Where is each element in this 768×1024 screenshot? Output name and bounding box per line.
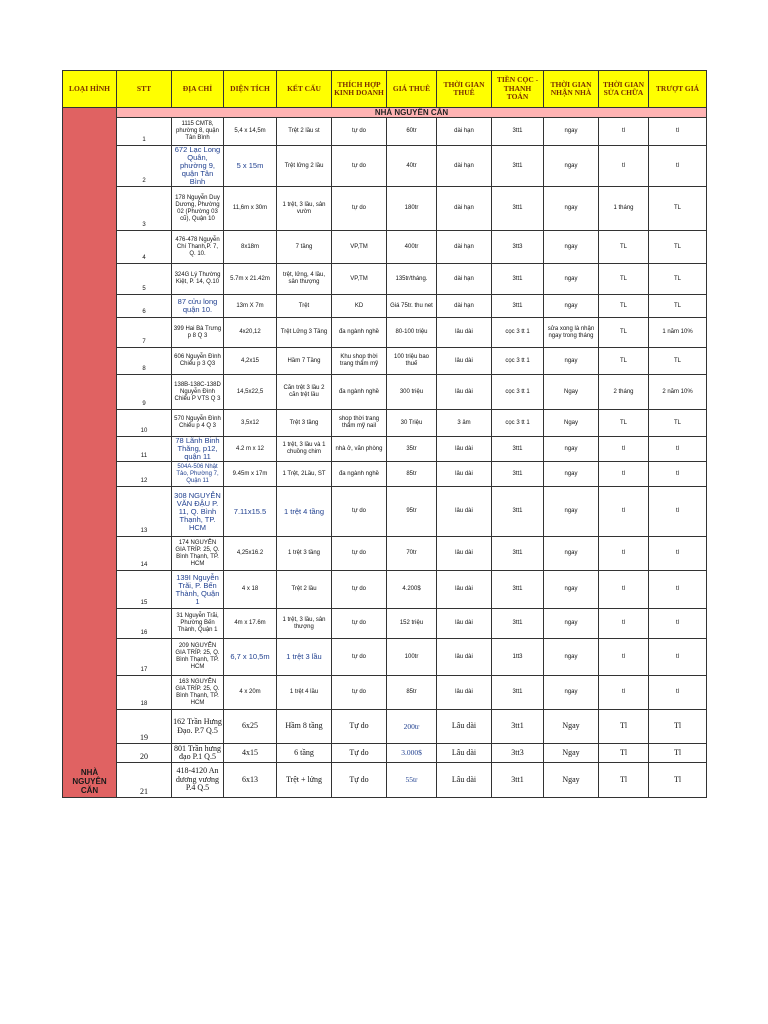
table-row [63,639,707,676]
row-rent: 35tr [387,437,437,462]
row-structure: 1 trệt, 3 lầu, sân thượng [277,609,332,639]
header-nhan-nha: THỜI GIAN NHẬN NHÀ [544,71,599,108]
row-lease-term: dài hạn [437,187,492,231]
row-repair-time: TL [599,295,649,318]
row-repair-time: Tl [599,710,649,744]
row-handover: ngay [544,437,599,462]
row-business-type: đa ngành nghề [332,375,387,410]
row-business-type: tự do [332,537,387,571]
row-area: 9.45m x 17m [224,462,277,487]
row-business-type: tự do [332,676,387,710]
row-lease-term: dài hạn [437,146,492,187]
row-lease-term: dài hạn [437,295,492,318]
section-title: NHÀ NGUYÊN CĂN [117,108,707,118]
row-handover: ngay [544,187,599,231]
row-address: 570 Nguyễn Đình Chiểu p 4 Q 3 [172,410,224,437]
row-lease-term: lâu dài [437,639,492,676]
row-structure: 1 trệt, 3 lầu, sân vườn [277,187,332,231]
row-stt: 3 [117,187,172,231]
row-handover: ngay [544,295,599,318]
row-deposit: 3tt1 [492,187,544,231]
row-address: 324G Lý Thường Kiệt, P. 14, Q.10 [172,264,224,295]
row-address: 504A-506 Nhật Tảo, Phường 7, Quận 11 [172,462,224,487]
row-business-type: Tự do [332,763,387,798]
row-business-type: tự do [332,146,387,187]
row-rent: Giá 75tr. thu net [387,295,437,318]
header-gia-thue: GIÁ THUÊ [387,71,437,108]
table-row [63,571,707,609]
row-stt: 11 [117,437,172,462]
row-price-increase: tl [649,639,707,676]
row-stt: 5 [117,264,172,295]
row-stt: 18 [117,676,172,710]
row-rent: 60tr [387,118,437,146]
row-structure: Trệt Lửng 3 Tầng [277,318,332,348]
rental-listing-table [62,70,707,798]
row-stt: 6 [117,295,172,318]
row-handover: ngay [544,639,599,676]
row-lease-term: lâu dài [437,462,492,487]
row-area: 8x18m [224,231,277,264]
row-area: 4x15 [224,744,277,763]
header-sua-chua: THỜI GIAN SỬA CHỮA [599,71,649,108]
row-area: 13m X 7m [224,295,277,318]
row-price-increase: TL [649,264,707,295]
row-deposit: cọc 3 tt 1 [492,318,544,348]
row-rent: 40tr [387,146,437,187]
row-handover: ngay [544,609,599,639]
row-stt: 14 [117,537,172,571]
row-structure: Hầm 7 Tầng [277,348,332,375]
row-price-increase: tl [649,487,707,537]
row-stt: 4 [117,231,172,264]
row-business-type: Tự do [332,744,387,763]
row-address: 174 NGUYỄN GIA TRÍP. 25, Q. Bình Thạnh, TP. HCM [172,537,224,571]
row-deposit: 3tt1 [492,763,544,798]
row-business-type: tự do [332,187,387,231]
row-rent: 85tr [387,462,437,487]
header-tien-coc: TIỀN CỌC - THANH TOÁN [492,71,544,108]
row-rent: 100 triệu bao thuế [387,348,437,375]
row-structure: Trệt 2 lầu st [277,118,332,146]
row-address: 139I Nguyễn Trãi, P. Bến Thành, Quận 1 [172,571,224,609]
row-deposit: 3tt1 [492,437,544,462]
row-rent: 95tr [387,487,437,537]
row-business-type: tự do [332,609,387,639]
row-handover: Ngay [544,375,599,410]
row-price-increase: tl [649,146,707,187]
row-deposit: 3tt1 [492,462,544,487]
header-dien-tich: DIỆN TÍCH [224,71,277,108]
row-business-type: đa ngành nghề [332,462,387,487]
row-area: 4,2x15 [224,348,277,375]
row-deposit: 1tt3 [492,639,544,676]
row-price-increase: tl [649,571,707,609]
row-business-type: tự do [332,118,387,146]
row-lease-term: lâu dài [437,348,492,375]
row-rent: 180tr [387,187,437,231]
row-deposit: 3tt1 [492,609,544,639]
row-stt: 1 [117,118,172,146]
row-business-type: KD [332,295,387,318]
row-business-type: tự do [332,639,387,676]
row-business-type: nhà ở, văn phòng [332,437,387,462]
header-loai-hinh: LOẠI HÌNH [63,71,117,108]
row-repair-time: tl [599,676,649,710]
row-stt: 21 [117,763,172,798]
header-dia-chi: ĐỊA CHỈ [172,71,224,108]
row-price-increase: tl [649,118,707,146]
row-repair-time: 1 tháng [599,187,649,231]
row-handover: Ngay [544,744,599,763]
row-repair-time: tl [599,146,649,187]
row-handover: ngay [544,118,599,146]
row-rent: 400tr [387,231,437,264]
row-handover: ngay [544,537,599,571]
row-address: 308 NGUYỄN VĂN ĐẬU P. 11, Q. Bình Thạnh, TP. HCM [172,487,224,537]
row-price-increase: tl [649,676,707,710]
table-row [63,437,707,462]
table-row [63,375,707,410]
row-structure: 1 trệt 4 lầu [277,676,332,710]
row-lease-term: lâu dài [437,375,492,410]
row-price-increase: tl [649,462,707,487]
header-truot-gia: TRƯỢT GIÁ [649,71,707,108]
table-row [63,318,707,348]
row-price-increase: TL [649,348,707,375]
row-repair-time: TL [599,318,649,348]
table-row [63,763,707,798]
row-area: 14,5x22,5 [224,375,277,410]
row-address: 606 Nguyễn Đình Chiểu p 3 Q3 [172,348,224,375]
row-price-increase: Tl [649,763,707,798]
row-price-increase: tl [649,437,707,462]
row-deposit: 3tt1 [492,295,544,318]
row-repair-time: tl [599,639,649,676]
row-area: 4 x 20m [224,676,277,710]
row-address: 78 Lãnh Binh Thăng, p12, quận 11 [172,437,224,462]
row-handover: Ngay [544,410,599,437]
row-area: 3,5x12 [224,410,277,437]
row-business-type: tự do [332,487,387,537]
row-lease-term: lâu dài [437,487,492,537]
row-lease-term: 3 âm [437,410,492,437]
row-repair-time: TL [599,410,649,437]
row-structure: Căn trệt 3 lầu 2 căn trệt lầu [277,375,332,410]
row-handover: ngay [544,571,599,609]
row-area: 4m x 17.6m [224,609,277,639]
row-stt: 7 [117,318,172,348]
row-lease-term: lâu dài [437,609,492,639]
row-business-type: tự do [332,571,387,609]
row-handover: ngay [544,487,599,537]
row-lease-term: Lâu dài [437,744,492,763]
row-deposit: 3tt1 [492,118,544,146]
row-area: 6x25 [224,710,277,744]
row-address: 209 NGUYỄN GIA TRÍP. 25, Q. Bình Thạnh, TP. HCM [172,639,224,676]
row-price-increase: Tl [649,710,707,744]
row-structure: trệt, lửng, 4 lầu, sân thượng [277,264,332,295]
row-lease-term: lâu dài [437,571,492,609]
row-deposit: cọc 3 tt 1 [492,375,544,410]
row-address: 163 NGUYỄN GIA TRÍP. 25, Q. Bình Thạnh, TP. HCM [172,676,224,710]
row-repair-time: tl [599,609,649,639]
row-rent: 152 triệu [387,609,437,639]
row-address: 1115 CMT8, phường 8, quận Tân Bình [172,118,224,146]
row-deposit: cọc 3 tt 1 [492,348,544,375]
table-row [63,744,707,763]
row-deposit: 3tt1 [492,487,544,537]
row-structure: Trệt 2 lầu [277,571,332,609]
table-row [63,295,707,318]
table-row [63,710,707,744]
row-area: 4x20,12 [224,318,277,348]
row-area: 5.7m x 21.42m [224,264,277,295]
row-stt: 17 [117,639,172,676]
row-repair-time: tl [599,537,649,571]
row-repair-time: tl [599,118,649,146]
row-repair-time: TL [599,264,649,295]
table-row [63,537,707,571]
row-area: 4,25x16.2 [224,537,277,571]
row-stt: 10 [117,410,172,437]
row-address: 672 Lạc Long Quân, phường 9, quận Tân Bình [172,146,224,187]
row-handover: Ngay [544,710,599,744]
header-ket-cau: KẾT CẤU [277,71,332,108]
row-handover: ngay [544,462,599,487]
row-address: 476-478 Nguyễn Chí Thanh,P. 7, Q. 10. [172,231,224,264]
row-price-increase: tl [649,537,707,571]
row-address: 162 Trần Hưng Đạo. P.7 Q.5 [172,710,224,744]
row-rent: 80-100 triệu [387,318,437,348]
row-lease-term: lâu dài [437,437,492,462]
row-structure: Trệt lửng 2 lầu [277,146,332,187]
row-repair-time: TL [599,348,649,375]
row-structure: 1 trệt, 3 lầu và 1 chuồng chim [277,437,332,462]
row-rent: 100tr [387,639,437,676]
row-handover: ngay [544,264,599,295]
row-deposit: 3tt1 [492,676,544,710]
row-business-type: Tự do [332,710,387,744]
row-business-type: Khu shop thời trang thẩm mỹ [332,348,387,375]
row-price-increase: Tl [649,744,707,763]
row-stt: 13 [117,487,172,537]
row-lease-term: lâu dài [437,318,492,348]
row-handover: ngay [544,146,599,187]
row-lease-term: dài hạn [437,118,492,146]
row-deposit: 3tt1 [492,264,544,295]
row-structure: 7 tầng [277,231,332,264]
row-address: 31 Nguyễn Trãi, Phường Bến Thành, Quận 1 [172,609,224,639]
row-rent: 85tr [387,676,437,710]
row-area: 11,6m x 30m [224,187,277,231]
row-business-type: shop thời trang thẩm mỹ nail [332,410,387,437]
row-rent: 135tr/tháng. [387,264,437,295]
row-area: 6,7 x 10,5m [224,639,277,676]
table-row [63,118,707,146]
row-lease-term: dài hạn [437,264,492,295]
row-structure: 1 trệt 4 tầng [277,487,332,537]
table-row [63,609,707,639]
row-rent: 3.000$ [387,744,437,763]
table-row [63,410,707,437]
row-stt: 12 [117,462,172,487]
row-deposit: cọc 3 tt 1 [492,410,544,437]
row-structure: 1 trệt 3 tầng [277,537,332,571]
header-thich-hop: THÍCH HỢP KINH DOANH [332,71,387,108]
row-area: 4.2 m x 12 [224,437,277,462]
row-structure: Trệt 3 tầng [277,410,332,437]
row-stt: 16 [117,609,172,639]
row-rent: 300 triệu [387,375,437,410]
row-price-increase: TL [649,187,707,231]
row-stt: 8 [117,348,172,375]
header-row [63,71,707,108]
row-address: 399 Hai Bà Trưng p 8 Q 3 [172,318,224,348]
table-row [63,462,707,487]
row-handover: sửa xong là nhận ngay trong tháng [544,318,599,348]
row-repair-time: tl [599,487,649,537]
row-price-increase: 1 năm 10% [649,318,707,348]
table-row [63,264,707,295]
row-repair-time: TL [599,231,649,264]
row-stt: 20 [117,744,172,763]
row-area: 5 x 15m [224,146,277,187]
header-thoi-gian-thue: THỜI GIAN THUÊ [437,71,492,108]
row-lease-term: lâu dài [437,676,492,710]
row-rent: 200tr [387,710,437,744]
table-row [63,348,707,375]
table-row [63,231,707,264]
row-business-type: VP,TM [332,231,387,264]
row-address: 418-4120 An dương vương P.4 Q.5 [172,763,224,798]
row-stt: 19 [117,710,172,744]
row-address: 87 cửu long quận 10. [172,295,224,318]
row-lease-term: Lâu dài [437,763,492,798]
row-handover: Ngay [544,763,599,798]
row-price-increase: tl [649,609,707,639]
row-structure: Trệt [277,295,332,318]
row-deposit: 3tt3 [492,744,544,763]
row-deposit: 3tt1 [492,710,544,744]
row-price-increase: TL [649,231,707,264]
row-deposit: 3tt1 [492,571,544,609]
row-rent: 55tr [387,763,437,798]
row-deposit: 3tt3 [492,231,544,264]
row-rent: 4.200$ [387,571,437,609]
row-handover: ngay [544,348,599,375]
row-handover: ngay [544,231,599,264]
row-area: 6x13 [224,763,277,798]
row-structure: 6 tầng [277,744,332,763]
row-area: 4 x 18 [224,571,277,609]
section-row [63,108,707,118]
row-structure: 1 trệt 3 lầu [277,639,332,676]
row-address: 138B-138C-138D Nguyễn Đình Chiểu P VTS Q 3 [172,375,224,410]
row-repair-time: tl [599,462,649,487]
row-area: 7.11x15.5 [224,487,277,537]
row-price-increase: TL [649,295,707,318]
row-rent: 70tr [387,537,437,571]
row-structure: Hầm 8 tầng [277,710,332,744]
row-price-increase: 2 năm 10% [649,375,707,410]
row-business-type: đa ngành nghề [332,318,387,348]
row-structure: Trệt + lửng [277,763,332,798]
row-price-increase: TL [649,410,707,437]
table-row [63,146,707,187]
row-repair-time: Tl [599,744,649,763]
row-deposit: 3tt1 [492,146,544,187]
row-address: 801 Trần hưng đạo P.1 Q.5 [172,744,224,763]
row-stt: 15 [117,571,172,609]
table-row [63,676,707,710]
row-repair-time: tl [599,437,649,462]
row-lease-term: dài hạn [437,231,492,264]
row-deposit: 3tt1 [492,537,544,571]
table-row [63,187,707,231]
row-repair-time: Tl [599,763,649,798]
header-stt: STT [117,71,172,108]
row-handover: ngay [544,676,599,710]
row-structure: 1 Trệt, 2Lầu, ST [277,462,332,487]
row-repair-time: tl [599,571,649,609]
row-business-type: VP,TM [332,264,387,295]
row-repair-time: 2 tháng [599,375,649,410]
row-lease-term: Lâu dài [437,710,492,744]
category-cell: NHÀ NGUYÊN CĂN [63,108,117,798]
table-row [63,487,707,537]
row-address: 178 Nguyễn Duy Dương, Phường 02 (Phường 03 cũ), Quận 10 [172,187,224,231]
row-stt: 2 [117,146,172,187]
row-stt: 9 [117,375,172,410]
row-lease-term: lâu dài [437,537,492,571]
row-area: 5,4 x 14,5m [224,118,277,146]
row-rent: 30 Triệu [387,410,437,437]
